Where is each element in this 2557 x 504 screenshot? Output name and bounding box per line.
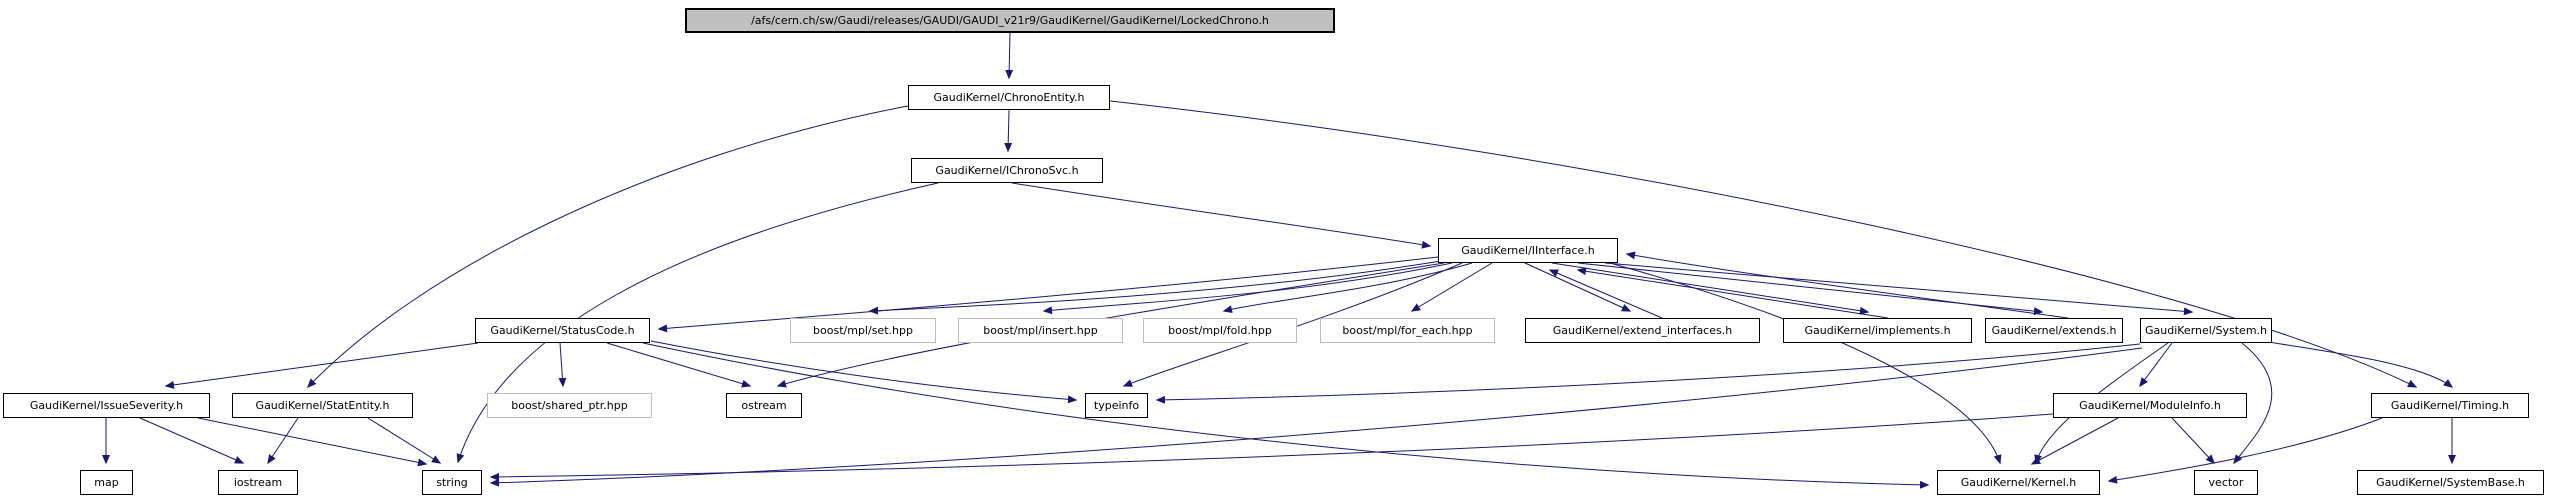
edge-implements-iinterface [1578, 270, 1888, 318]
node-vector[interactable]: vector [2194, 470, 2258, 495]
node-systembase[interactable]: GaudiKernel/SystemBase.h [2357, 470, 2544, 495]
edge-moduleinfo-string [491, 414, 2053, 477]
edge-statuscode-shared_ptr [560, 343, 563, 386]
node-kernel[interactable]: GaudiKernel/Kernel.h [1937, 470, 2100, 495]
edge-iinterface-kernel [1610, 263, 2000, 463]
node-typeinfo[interactable]: typeinfo [1085, 393, 1148, 418]
node-locked: /afs/cern.ch/sw/Gaudi/releases/GAUDI/GAUDI_v21r9/GaudiKernel/GaudiKernel/LockedChrono.h [685, 8, 1335, 33]
node-system[interactable]: GaudiKernel/System.h [2140, 318, 2272, 343]
edge-statuscode-typeinfo [651, 341, 1076, 400]
edge-iinterface-mpl_insert [1044, 263, 1452, 311]
node-issueseverity[interactable]: GaudiKernel/IssueSeverity.h [3, 393, 210, 418]
edge-system-typeinfo [1157, 344, 2140, 400]
edge-iinterface-implements [1552, 263, 1868, 312]
node-string[interactable]: string [422, 470, 482, 495]
node-statentity[interactable]: GaudiKernel/StatEntity.h [232, 393, 413, 418]
edge-chrono_entity-ichronosvc [1008, 110, 1009, 151]
node-iinterface[interactable]: GaudiKernel/IInterface.h [1438, 238, 1618, 263]
edge-system-timing [2262, 341, 2452, 387]
node-iostream[interactable]: iostream [218, 470, 298, 495]
edge-statentity-iostream [268, 418, 298, 463]
edge-ichronosvc-iinterface [1012, 183, 1430, 246]
edge-issueseverity-string [198, 418, 426, 464]
edge-iinterface-mpl_foreach [1412, 263, 1492, 311]
node-mpl_set: boost/mpl/set.hpp [790, 318, 936, 343]
node-map[interactable]: map [80, 470, 133, 495]
edge-statuscode-ostream [607, 343, 750, 386]
node-chrono_entity[interactable]: GaudiKernel/ChronoEntity.h [908, 85, 1110, 110]
edge-statuscode-kernel [643, 343, 1928, 485]
edge-system-moduleinfo [2140, 343, 2172, 386]
node-extend_interfaces[interactable]: GaudiKernel/extend_interfaces.h [1525, 318, 1760, 343]
node-ostream[interactable]: ostream [726, 393, 802, 418]
node-moduleinfo[interactable]: GaudiKernel/ModuleInfo.h [2053, 393, 2247, 418]
node-statuscode[interactable]: GaudiKernel/StatusCode.h [475, 318, 650, 343]
node-shared_ptr: boost/shared_ptr.hpp [487, 393, 652, 418]
edge-iinterface-extend_interfaces [1525, 263, 1630, 311]
node-extends[interactable]: GaudiKernel/extends.h [1985, 318, 2123, 343]
edge-statentity-string [368, 418, 440, 463]
node-ichronosvc[interactable]: GaudiKernel/IChronoSvc.h [911, 158, 1103, 183]
node-mpl_fold: boost/mpl/fold.hpp [1143, 318, 1297, 343]
node-implements[interactable]: GaudiKernel/implements.h [1783, 318, 1972, 343]
node-mpl_insert: boost/mpl/insert.hpp [958, 318, 1123, 343]
edge-iinterface-mpl_fold [1224, 263, 1472, 311]
edge-issueseverity-iostream [140, 418, 243, 463]
node-timing[interactable]: GaudiKernel/Timing.h [2371, 393, 2529, 418]
edge-moduleinfo-vector [2172, 418, 2214, 463]
edge-statuscode-issueseverity [166, 343, 478, 386]
node-mpl_foreach: boost/mpl/for_each.hpp [1320, 318, 1495, 343]
edge-chrono_entity-statentity [308, 106, 908, 387]
edge-chrono_entity-timing [1110, 101, 2416, 387]
edge-moduleinfo-kernel [2032, 418, 2118, 464]
edge-locked-chrono_entity [1009, 33, 1010, 78]
